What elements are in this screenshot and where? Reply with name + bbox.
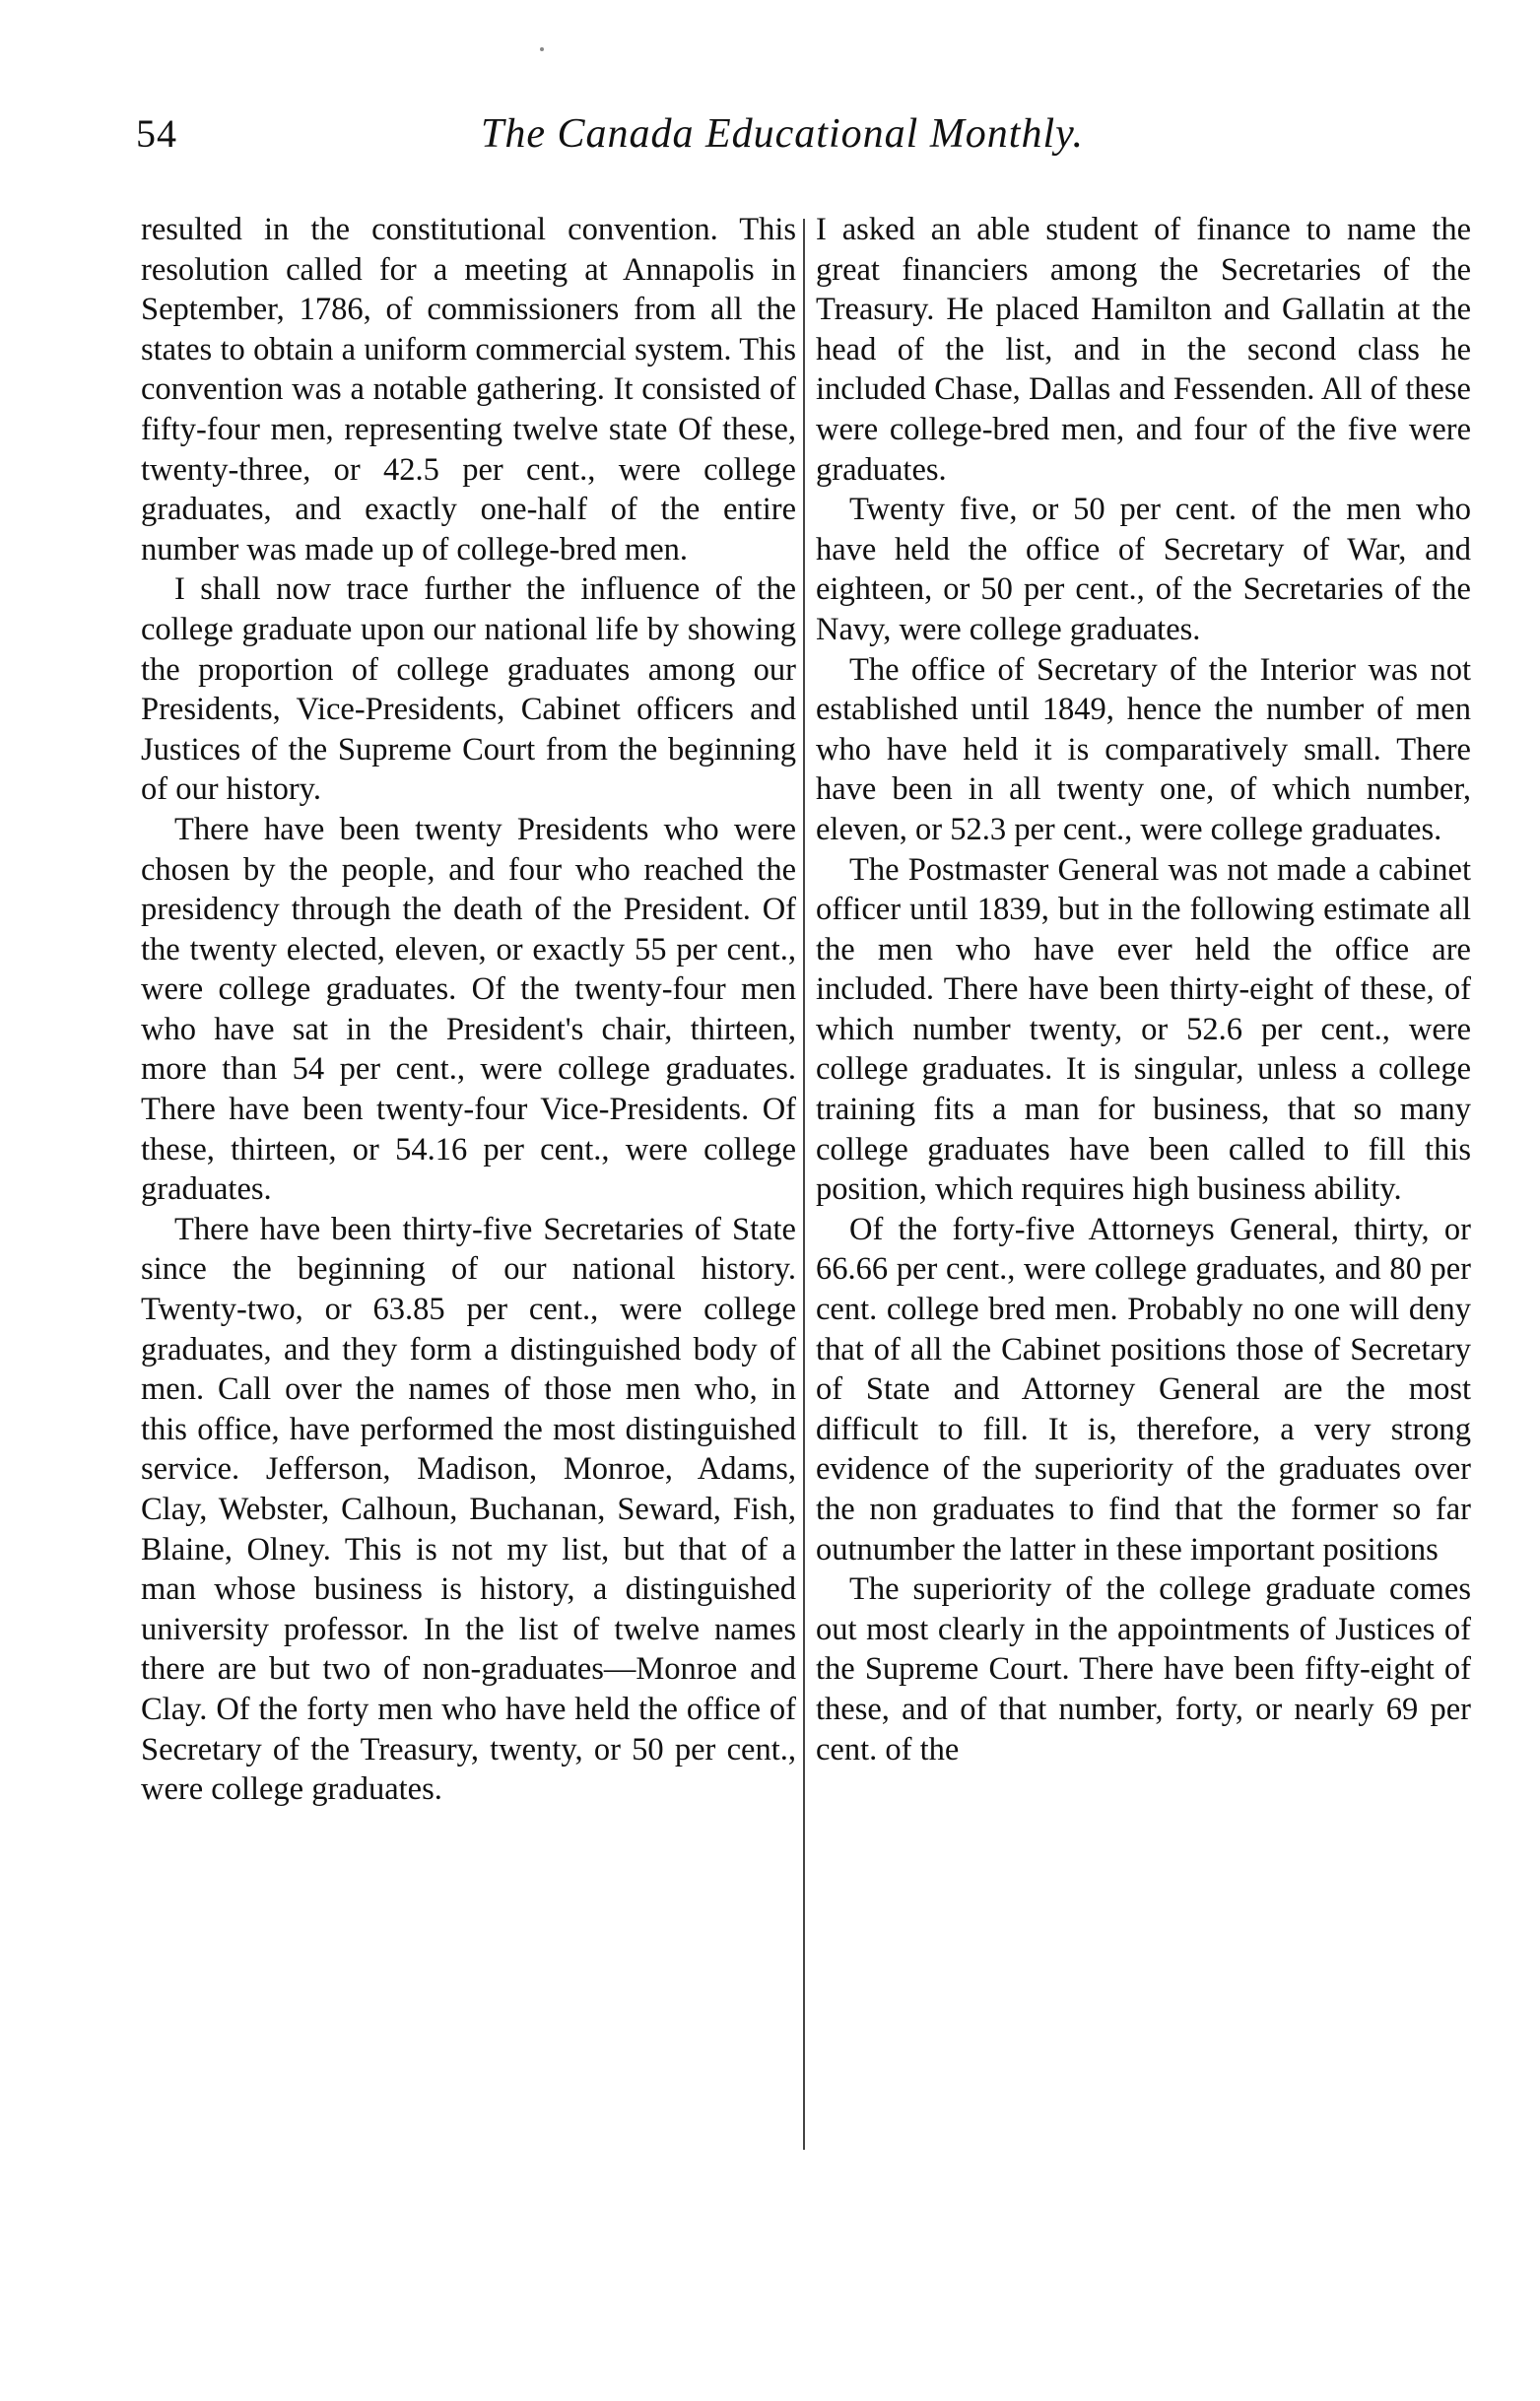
right-column	[816, 210, 1471, 1769]
running-title: The Canada Educational Monthly.	[481, 111, 1084, 157]
paragraph: Twenty five, or 50 per cent. of the men who have held the office of Secretary of War, and eighteen, or 50 per cent., of the Secretaries of the Navy, were college graduates.	[816, 492, 1471, 647]
left-column	[141, 210, 796, 1810]
column-divider	[803, 219, 805, 2150]
paragraph: The office of Secretary of the Interior was not established until 1849, hence the number of men who have held it is comparatively small. There have been in all twenty one, of which number, eleven, or 52.3 per cent., were college graduates.	[816, 651, 1471, 847]
paragraph: resulted in the constitutional convention. This resolution called for a meeting at Annapolis in September, 1786, of commissioners from all the states to obtain a uniform commercial system. This convention was a notable gathering. It consisted of fifty-four men, representing twelve state Of these, twenty-three, or 42.5 per cent., were college graduates, and exactly one-half of the entire number was made up of college-bred men.	[141, 212, 796, 567]
scan-speck	[540, 47, 544, 51]
page-header	[136, 110, 1446, 169]
paragraph: I asked an able student of finance to name the great financiers among the Secretaries of the Treasury. He placed Hamilton and Gallatin at the head of the list, and in the second class he included Chase, Dallas and Fessenden. All of these were college-bred men, and four of the five were graduates.	[816, 212, 1471, 488]
paragraph: There have been twenty Presidents who were chosen by the people, and four who reached the presidency through the death of the President. Of the twenty elected, eleven, or exactly 55 per cent., were college graduates. Of the twenty-four men who have sat in the President's chair, thirteen, more than 54 per cent., were college graduates. There have been twenty-four Vice-Presidents. Of these, thirteen, or 54.16 per cent., were college graduates.	[141, 811, 796, 1208]
paragraph: Of the forty-five Attorneys General, thirty, or 66.66 per cent., were college graduates, and 80 per cent. college bred men. Probably no one will deny that of all the Cabinet positions those of Secretary of State and Attorney General are the most difficult to fill. It is, therefore, a very strong evidence of the superiority of the graduates over the non graduates to find that the former so far outnumber the latter in these important positions	[816, 1211, 1471, 1567]
paragraph: I shall now trace further the influence of the college graduate upon our national life by showing the proportion of college graduates among our Presidents, Vice-Presidents, Cabinet officers and Justices of the Supreme Court from the beginning of our history.	[141, 571, 796, 808]
paragraph: The superiority of the college graduate comes out most clearly in the appointments of Justices of the Supreme Court. There have been fifty-eight of these, and of that number, forty, or nearly 69 per cent. of the	[816, 1571, 1471, 1767]
paragraph: There have been thirty-five Secretaries of State since the beginning of our national history. Twenty-two, or 63.85 per cent., were college graduates, and they form a distinguished body of men. Call over the names of those men who, in this office, have performed the most distinguished service. Jefferson, Madison, Monroe, Adams, Clay, Webster, Calhoun, Buchanan, Seward, Fish, Blaine, Olney. This is not my list, but that of a man whose business is history, a distinguished university professor. In the list of twelve names there are but two of non-graduates—Monroe and Clay. Of the forty men who have held the office of Secretary of the Treasury, twenty, or 50 per cent., were college graduates.	[141, 1211, 796, 1808]
page-number: 54	[136, 111, 177, 156]
paragraph: The Postmaster General was not made a cabinet officer until 1839, but in the following estimate all the men who have ever held the office are included. There have been thirty-eight of these, of which number twenty, or 52.6 per cent., were college graduates. It is singular, unless a college training fits a man for business, that so many college graduates have been called to fill this position, which requires high business ability.	[816, 851, 1471, 1208]
